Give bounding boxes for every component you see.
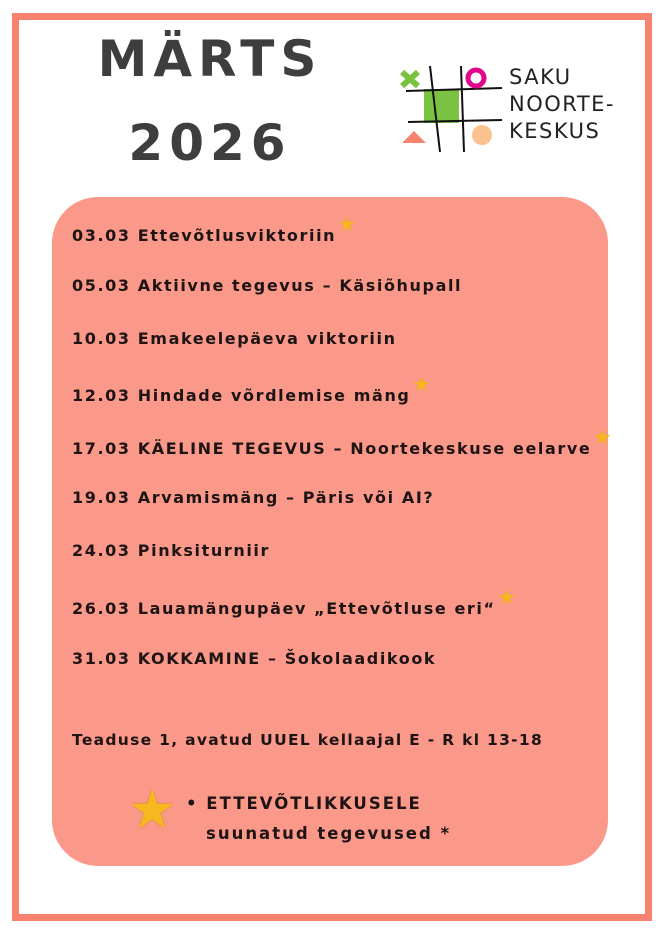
- event-text: 03.03 Ettevõtlusviktoriin: [72, 226, 337, 245]
- star-icon: ★: [497, 585, 518, 609]
- month-title: MÄRTS: [97, 30, 323, 88]
- address-hours: Teaduse 1, avatud UUEL kellaajal E - R kl 13-18: [72, 731, 544, 749]
- legend-line-1: • ETTEVÕTLIKKUSELE: [186, 794, 422, 813]
- event-text: 31.03 KOKKAMINE – Šokolaadikook: [72, 649, 437, 668]
- event-text: 05.03 Aktiivne tegevus – Käsiõhupall: [72, 276, 463, 295]
- event-item: [72, 585, 518, 619]
- star-icon: ★: [338, 212, 358, 236]
- event-item: [72, 649, 436, 668]
- event-item: [72, 276, 462, 295]
- event-item: [72, 541, 270, 560]
- year-title: 2026: [128, 114, 292, 172]
- saku-noortekeskus-logo: [394, 64, 634, 154]
- logo-icon: [394, 64, 504, 154]
- star-icon: ★: [593, 425, 613, 449]
- star-icon: ★: [412, 372, 433, 396]
- legend: [186, 789, 451, 849]
- event-item: [72, 425, 613, 459]
- event-item: [72, 212, 358, 246]
- logo-text: [509, 64, 615, 145]
- legend-line-2: suunatud tegevused *: [206, 824, 452, 843]
- event-text: 17.03 KÄELINE TEGEVUS – Noortekeskuse eelarve: [72, 439, 592, 458]
- event-item: [72, 329, 397, 348]
- event-text: 12.03 Hindade võrdlemise mäng: [72, 386, 411, 405]
- event-text: 26.03 Lauamängupäev „Ettevõtluse eri“: [72, 599, 496, 618]
- event-text: 10.03 Emakeelepäeva viktoriin: [72, 329, 397, 348]
- event-item: [72, 488, 434, 507]
- event-text: 24.03 Pinksiturniir: [72, 541, 271, 560]
- logo-line: NOORTE-: [509, 92, 616, 116]
- event-text: 19.03 Arvamismäng – Päris või AI?: [72, 488, 435, 507]
- logo-line: SAKU: [509, 65, 572, 89]
- event-item: [72, 372, 433, 406]
- events-panel: [52, 197, 608, 866]
- logo-line: KESKUS: [509, 119, 601, 143]
- star-icon: ★: [128, 778, 177, 841]
